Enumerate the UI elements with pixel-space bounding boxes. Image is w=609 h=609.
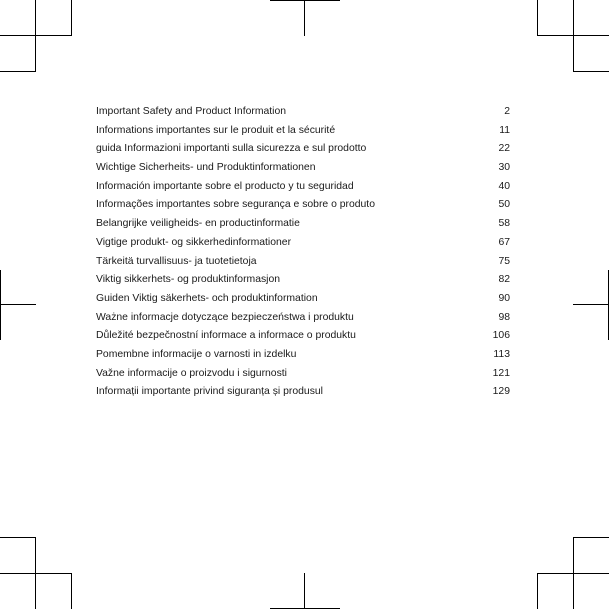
toc-entry[interactable] — [96, 140, 510, 159]
crop-mark — [0, 537, 36, 538]
toc-entry[interactable] — [96, 383, 510, 402]
toc-entry-title: Ważne informacje dotyczące bezpieczeństwa i produktu — [96, 311, 354, 323]
crop-mark — [35, 0, 36, 72]
crop-mark — [71, 0, 72, 36]
toc-entry-title: Wichtige Sicherheits- und Produktinformationen — [96, 162, 316, 174]
crop-mark — [537, 0, 538, 36]
toc-entry[interactable] — [96, 346, 510, 365]
crop-mark — [537, 573, 609, 574]
toc-entry-title: Důležité bezpečnostní informace a informace o produktu — [96, 330, 356, 342]
toc-entry-title: Información importante sobre el producto y tu seguridad — [96, 180, 354, 192]
toc-entry[interactable] — [96, 159, 510, 178]
toc-entry-title: Viktig sikkerhets- og produktinformasjon — [96, 274, 281, 286]
toc-entry-page: 30 — [498, 162, 510, 174]
toc-entry-page: 121 — [492, 367, 510, 379]
toc-entry-page: 2 — [504, 106, 510, 117]
toc-entry-page: 11 — [499, 124, 510, 136]
toc-entry-title: Informații importante privind siguranța și produsul — [96, 386, 323, 398]
crop-mark — [573, 537, 609, 538]
toc-entry-title: Guiden Viktig säkerhets- och produktinformation — [96, 292, 318, 304]
toc-entry[interactable] — [96, 196, 510, 215]
crop-mark — [0, 270, 1, 340]
crop-mark — [537, 573, 538, 609]
crop-mark — [537, 35, 609, 36]
toc-entry[interactable] — [96, 178, 510, 197]
toc-entry-title: Tärkeitä turvallisuus- ja tuotetietoja — [96, 255, 257, 267]
crop-mark — [0, 304, 36, 305]
toc-entry-page: 90 — [498, 292, 510, 304]
toc-entry-title: guida Informazioni importanti sulla sicurezza e sul prodotto — [96, 143, 367, 155]
toc-entry-page: 50 — [498, 199, 510, 211]
toc-entry-page: 67 — [498, 236, 510, 248]
crop-mark — [0, 573, 72, 574]
toc-entry-page: 58 — [498, 218, 510, 230]
toc-entry[interactable] — [96, 234, 510, 253]
crop-mark — [573, 0, 574, 72]
toc-entry[interactable] — [96, 290, 510, 309]
toc-entry-page: 40 — [498, 180, 510, 192]
toc-entry-title: Važne informacije o proizvodu i sigurnosti — [96, 367, 287, 379]
toc-entry[interactable] — [96, 271, 510, 290]
toc-entry[interactable] — [96, 327, 510, 346]
crop-mark — [270, 0, 340, 1]
crop-mark — [71, 573, 72, 609]
toc-entry-title: Pomembne informacije o varnosti in izdelku — [96, 348, 297, 360]
crop-mark — [304, 573, 305, 609]
toc-entry[interactable] — [96, 103, 510, 122]
toc-entry-page: 82 — [498, 274, 510, 286]
crop-mark — [0, 71, 36, 72]
toc-entry-title: Important Safety and Product Information — [96, 106, 287, 117]
crop-mark — [0, 35, 72, 36]
toc-entry-page: 106 — [492, 330, 510, 342]
toc-entry-title: Informações importantes sobre segurança e sobre o produto — [96, 199, 375, 211]
crop-mark — [573, 304, 609, 305]
toc-entry-page: 75 — [498, 255, 510, 267]
crop-mark — [304, 0, 305, 36]
toc-entry-title: Informations importantes sur le produit et la sécurité — [96, 124, 336, 136]
toc-entry[interactable] — [96, 253, 510, 272]
toc-entry[interactable] — [96, 365, 510, 384]
toc-entry-page: 22 — [498, 143, 510, 155]
toc-entry-page: 98 — [498, 311, 510, 323]
toc-entry[interactable] — [96, 215, 510, 234]
toc-entry[interactable] — [96, 122, 510, 141]
toc-entry[interactable] — [96, 309, 510, 328]
toc-entry-page: 113 — [493, 348, 510, 360]
crop-mark — [573, 71, 609, 72]
toc-entry-title: Belangrijke veiligheids- en productinformatie — [96, 218, 300, 230]
table-of-contents — [96, 103, 510, 402]
toc-entry-page: 129 — [492, 386, 510, 398]
toc-entry-title: Vigtige produkt- og sikkerhedinformationer — [96, 236, 292, 248]
